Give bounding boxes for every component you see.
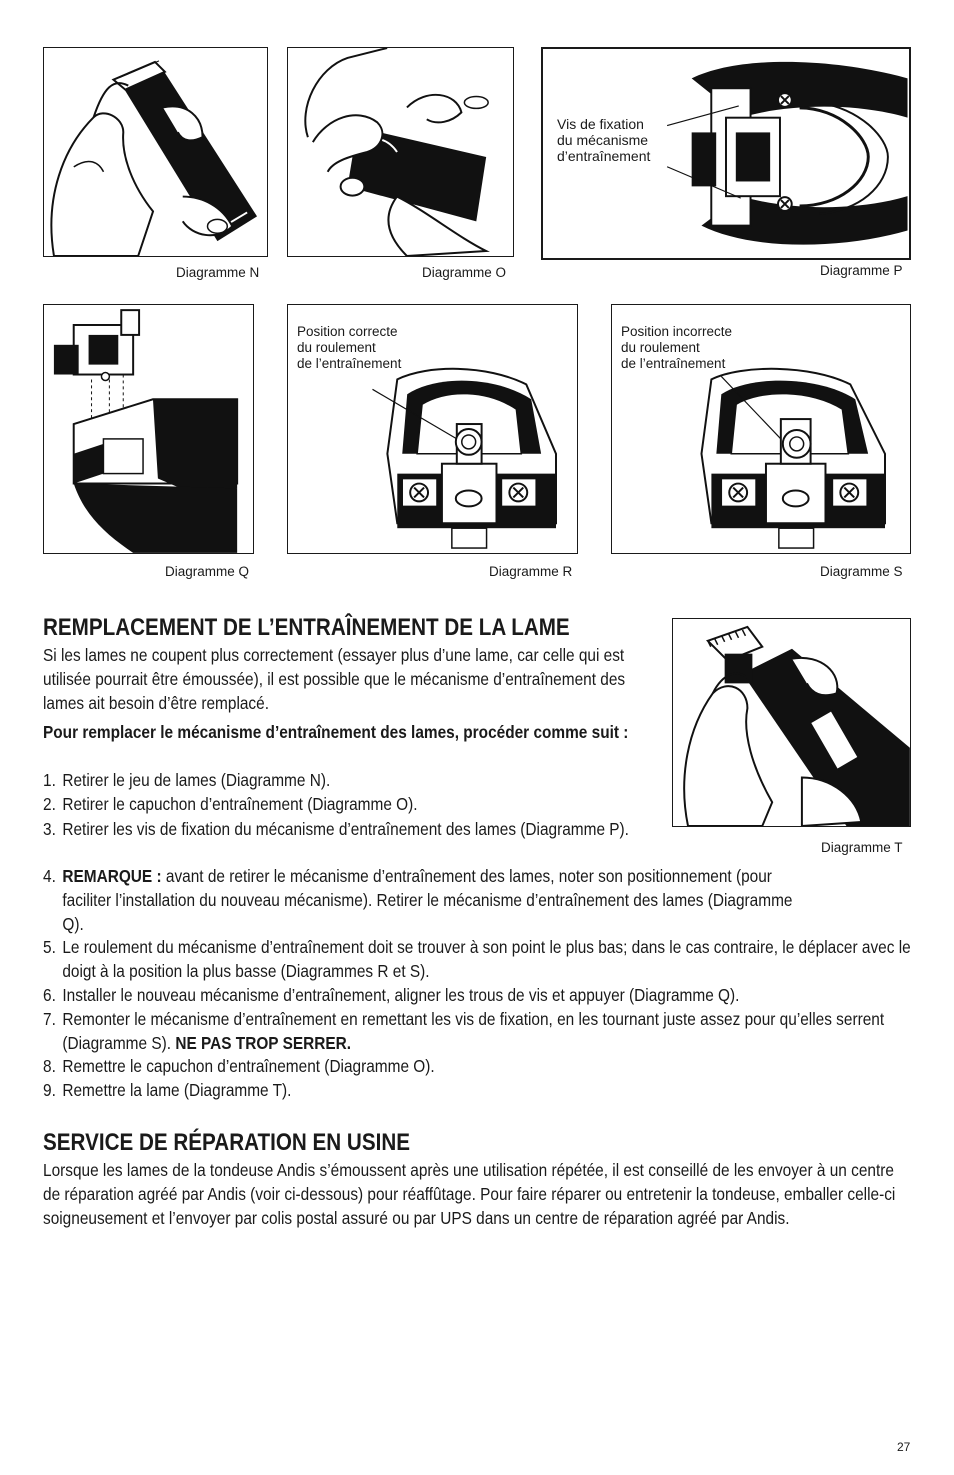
step-number: 2. bbox=[43, 794, 56, 814]
procedure-subhead-text: Pour remplacer le mécanisme d’entraînement des lames, procéder comme suit : bbox=[43, 722, 629, 742]
step-number: 6. bbox=[43, 985, 56, 1005]
step-text: Retirer le jeu de lames (Diagramme N). bbox=[62, 770, 331, 790]
step-2 bbox=[43, 792, 650, 816]
step-text bbox=[43, 864, 817, 936]
remark-text: avant de retirer le mécanisme d’entraînement des lames, noter son positionnement (pour faciliter l’installation du nouveau mécanisme). Retirer le mécanisme d’entraînement des lames (Diagramme Q). bbox=[62, 866, 793, 934]
diagram-s-callout: Position incorrecte du roulement de l’entraînement bbox=[621, 324, 733, 371]
step-1 bbox=[43, 768, 650, 792]
diagram-p-callout: Vis de fixation du mécanisme d’entraînement bbox=[557, 116, 651, 164]
step-number: 9. bbox=[43, 1080, 56, 1100]
remark-label: REMARQUE : bbox=[62, 866, 162, 886]
diagram-s-caption: Diagramme S bbox=[820, 564, 903, 579]
step-text bbox=[43, 1007, 923, 1055]
diagram-o-caption: Diagramme O bbox=[422, 265, 507, 280]
step-3 bbox=[43, 817, 650, 841]
section-title-factory-repair: SERVICE DE RÉPARATION EN USINE bbox=[43, 1129, 411, 1156]
diagram-t bbox=[672, 618, 911, 827]
step-number: 8. bbox=[43, 1056, 56, 1076]
step-text: Retirer le capuchon d’entraînement (Diagramme O). bbox=[62, 794, 418, 814]
diagram-n bbox=[43, 47, 268, 257]
page-number: 27 bbox=[897, 1440, 911, 1454]
diagram-n-illustration bbox=[44, 48, 267, 256]
diagram-r-callout: Position correcte du roulement de l’entraînement bbox=[297, 324, 402, 371]
diagram-q bbox=[43, 304, 254, 554]
step-text: Retirer les vis de fixation du mécanisme d’entraînement des lames (Diagramme P). bbox=[62, 819, 629, 839]
section-intro: Si les lames ne coupent plus correctement (essayer plus d’une lame, car celle qui est utilisée pourrait être émoussée), il est possible que le mécanisme d’entraînement des lames ait besoin d’être remplacé. bbox=[43, 645, 626, 713]
step-7-text: Remonter le mécanisme d’entraînement en remettant les vis de fixation, en les tournant juste assez pour qu’elles serrent (Diagramme S). bbox=[62, 1009, 885, 1053]
step-7 bbox=[43, 1007, 923, 1055]
step-number: 5. bbox=[43, 937, 56, 957]
step-text: Le roulement du mécanisme d’entraînement doit se trouver à son point le plus bas; dans le cas contraire, le déplacer avec le doigt à la position la plus basse (Diagrammes R et S). bbox=[62, 937, 911, 981]
step-9 bbox=[43, 1078, 923, 1102]
diagram-o-illustration bbox=[288, 48, 513, 256]
diagram-q-illustration bbox=[44, 305, 253, 553]
step-8 bbox=[43, 1054, 923, 1078]
diagram-q-caption: Diagramme Q bbox=[165, 564, 250, 579]
diagram-t-illustration bbox=[673, 619, 910, 826]
diagram-n-caption: Diagramme N bbox=[176, 265, 260, 280]
diagram-o bbox=[287, 47, 514, 257]
step-4 bbox=[43, 864, 817, 936]
diagram-p-caption: Diagramme P bbox=[820, 263, 903, 278]
step-text: Remettre la lame (Diagramme T). bbox=[62, 1080, 292, 1100]
procedure-subhead bbox=[43, 720, 650, 744]
step-number: 4. bbox=[43, 866, 56, 886]
do-not-overtighten-warning: NE PAS TROP SERRER. bbox=[175, 1033, 352, 1053]
diagram-t-caption: Diagramme T bbox=[821, 840, 903, 855]
section-title-blade-drive-replacement: REMPLACEMENT DE L’ENTRAÎNEMENT DE LA LAME bbox=[43, 614, 570, 641]
step-text: Remettre le capuchon d’entraînement (Diagramme O). bbox=[62, 1056, 435, 1076]
step-number: 7. bbox=[43, 1009, 56, 1029]
step-number: 1. bbox=[43, 770, 56, 790]
step-5 bbox=[43, 935, 923, 983]
diagram-r-caption: Diagramme R bbox=[489, 564, 573, 579]
section2-body: Lorsque les lames de la tondeuse Andis s’émoussent après une utilisation répétée, il est conseillé de les envoyer à un centre de réparation agréé par Andis (voir ci-dessous) pour réaffûtage. Pour faire réparer ou entretenir la tondeuse, emballer celle-ci soigneusement et l’envoyer par colis postal assuré ou par UPS dans un centre de réparation agréé par Andis. bbox=[43, 1160, 896, 1228]
step-text: Installer le nouveau mécanisme d’entraînement, aligner les trous de vis et appuyer (Diagramme Q). bbox=[62, 985, 740, 1005]
step-number: 3. bbox=[43, 819, 56, 839]
step-6 bbox=[43, 983, 923, 1007]
